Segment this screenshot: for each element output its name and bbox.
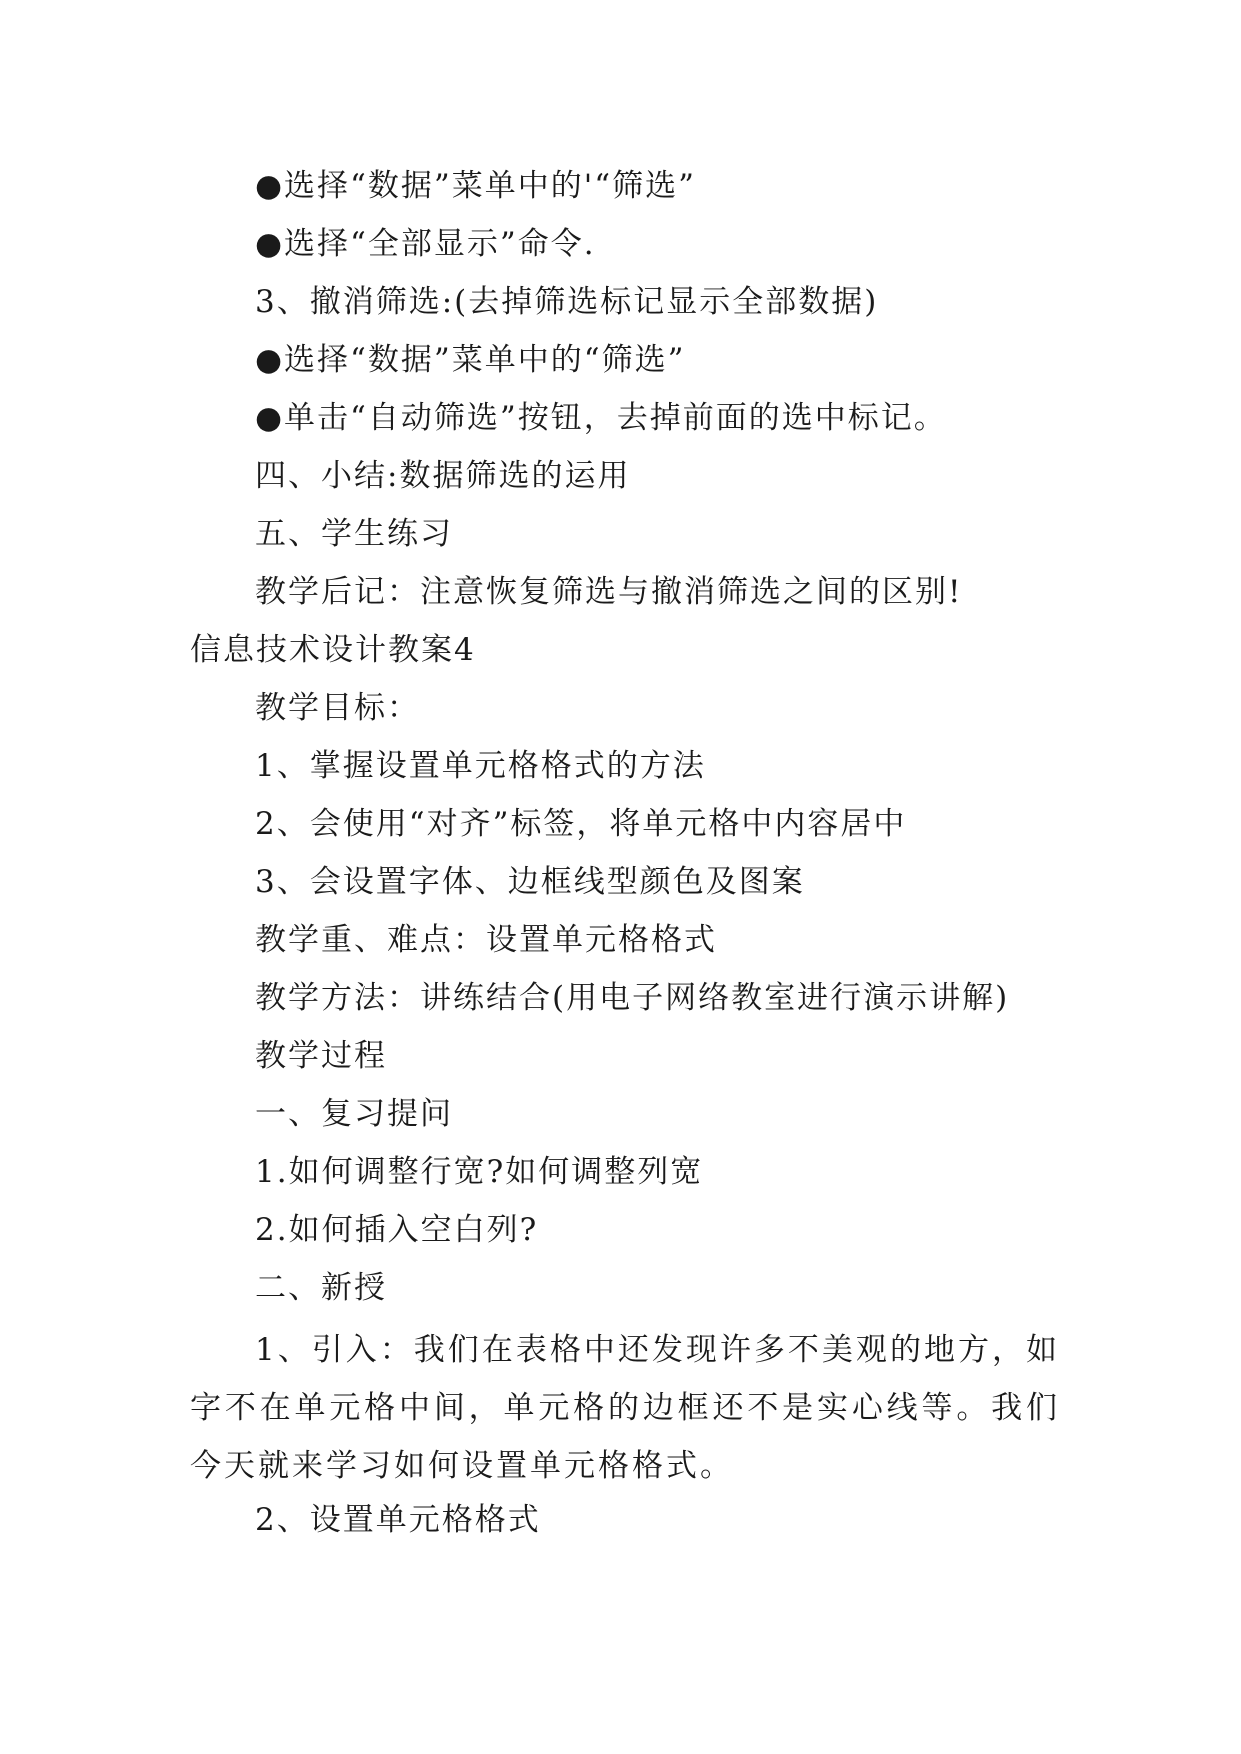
text-line: 二、新授: [255, 1270, 387, 1306]
text-line: ●选择“全部显示”命令.: [255, 226, 596, 262]
text-line: 四、小结:数据筛选的运用: [255, 458, 631, 494]
text-line: 教学方法：讲练结合(用电子网络教室进行演示讲解): [255, 980, 1010, 1016]
text-line: 2、设置单元格格式: [255, 1502, 541, 1538]
text-line: 教学重、难点：设置单元格格式: [255, 922, 717, 958]
text-line: 一、复习提问: [255, 1096, 453, 1132]
text-line: 3、会设置字体、边框线型颜色及图案: [255, 864, 805, 900]
text-line: ●选择“数据”菜单中的“筛选”: [255, 342, 686, 378]
text-line: 1.如何调整行宽?如何调整列宽: [255, 1154, 704, 1190]
text-line: 3、撤消筛选:(去掉筛选标记显示全部数据): [255, 284, 879, 320]
text-line: 教学后记：注意恢复筛选与撤消筛选之间的区别!: [255, 574, 963, 610]
text-line: 教学过程: [255, 1038, 387, 1074]
text-line: 2、会使用“对齐”标签，将单元格中内容居中: [255, 806, 907, 842]
text-line: 2.如何插入空白列?: [255, 1212, 539, 1248]
text-line: ●单击“自动筛选”按钮，去掉前面的选中标记。: [255, 400, 947, 436]
text-line: ●选择“数据”菜单中的'“筛选”: [255, 168, 696, 204]
section-title: 信息技术设计教案4: [190, 632, 476, 668]
text-line: 1、掌握设置单元格格式的方法: [255, 748, 706, 784]
text-line: 五、学生练习: [255, 516, 453, 552]
text-line: 教学目标：: [255, 690, 420, 726]
body-paragraph: 1、引入：我们在表格中还发现许多不美观的地方，如字不在单元格中间，单元格的边框还不是实心线等。我们今天就来学习如何设置单元格格式。: [190, 1332, 1060, 1484]
